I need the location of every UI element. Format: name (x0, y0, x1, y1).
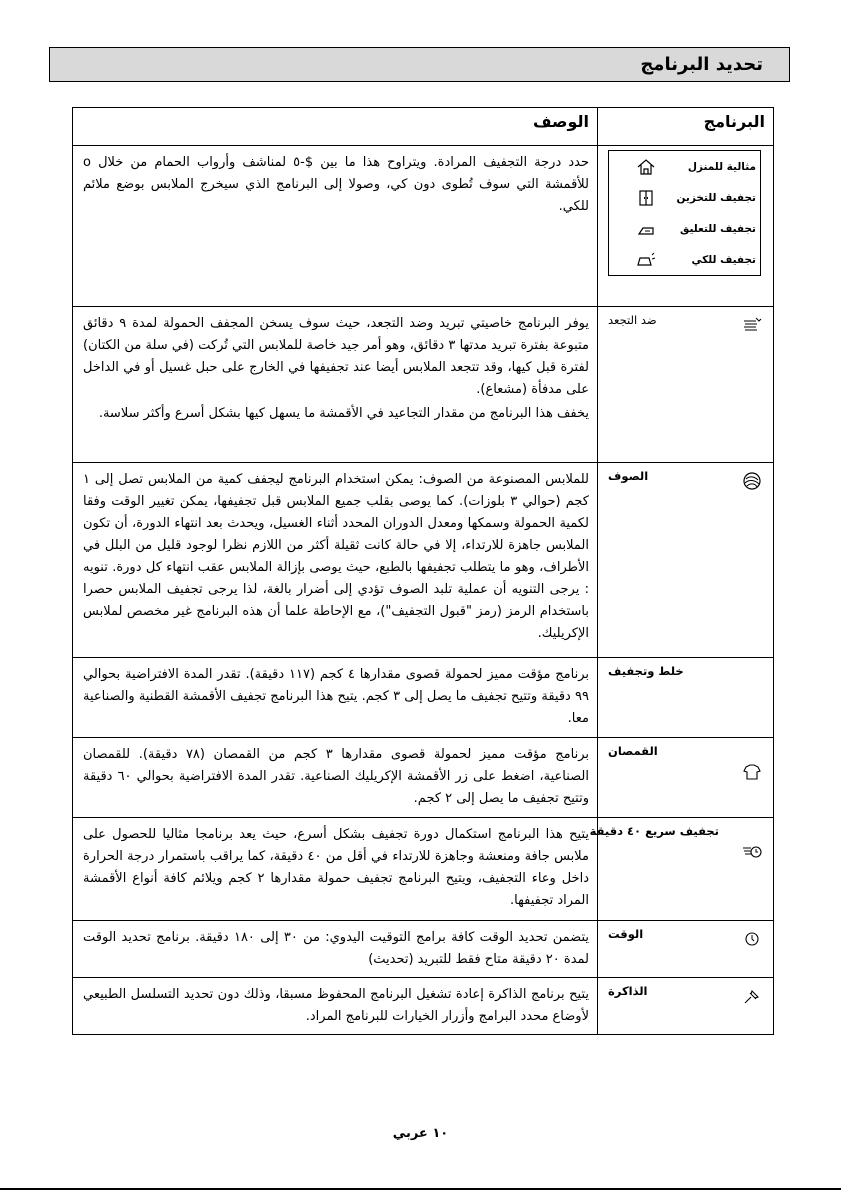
program-table (72, 107, 774, 1035)
program-name: الصوف (608, 469, 649, 483)
description-text: برنامج مؤقت مميز لحمولة قصوى مقدارها ٣ كجم من القمصان (٧٨ دقيقة). للقمصان الصناعية، اضغط على زر الأقمشة الإكريليك الصناعية. تقدر المدة الافتراضية بحوالي ٦٠ دقيقة وتتيح تجفيف ما يصل إلى ٢ كجم. (83, 747, 589, 806)
description-cell (73, 463, 598, 658)
anti-crease-icon (741, 315, 763, 335)
house-icon (635, 157, 657, 177)
description-column-header: الوصف (73, 108, 598, 146)
table-row (73, 463, 774, 658)
table-row (73, 146, 774, 307)
section-title: تحديد البرنامج (640, 54, 763, 75)
description-cell (73, 978, 598, 1035)
iron-icon (635, 250, 657, 270)
program-name: القمصان (608, 744, 658, 758)
description-text: برنامج مؤقت مميز لحمولة قصوى مقدارها ٤ كجم (١١٧ دقيقة). تقدر المدة الافتراضية بحوالي ٩٩ دقيقة وتتيح تجفيف ما يصل إلى ٣ كجم. يتيح هذا البرنامج تجفيف الأقمشة القطنية والصناعية معا. (83, 667, 589, 726)
footer-divider (0, 1188, 841, 1190)
page-number: ١٠ عربي (392, 1126, 449, 1141)
description-cell (73, 658, 598, 738)
pin-icon (741, 986, 763, 1006)
program-option (609, 151, 760, 182)
program-name: الوقت (608, 927, 644, 941)
table-header-row (73, 108, 774, 146)
program-name: خلط وتجفيف (608, 664, 684, 678)
section-header-bar (49, 47, 790, 82)
table-row (73, 658, 774, 738)
program-cell (598, 146, 774, 307)
description-text: يخفف هذا البرنامج من مقدار التجاعيد في الأقمشة ما يسهل كيها بشكل أسرع وأكثر سلاسة. (98, 406, 589, 421)
clock-icon (741, 929, 763, 949)
wool-icon (741, 471, 763, 491)
program-cell (598, 921, 774, 978)
hanger-icon (635, 219, 657, 239)
program-name: تجفيف للتخزين (676, 191, 756, 204)
description-text: يتيح برنامج الذاكرة إعادة تشغيل البرنامج المحفوظ مسبقا، وذلك دون تحديد التسلسل الطبيعي لأوضاع محدد البرامج وأزرار الخيارات للبرنامج المراد. (83, 987, 589, 1024)
program-option (609, 182, 760, 213)
description-text: للملابس المصنوعة من الصوف: يمكن استخدام البرنامج ليجفف كمية من الملابس تصل إلى ١ كجم (حوالي ٣ بلوزات). كما يوصى بقلب جميع الملابس قبل تجفيفها، يمكن تغيير الوقت وفقا لكمية الحمولة وسمكها ومعدل الدوران المحدد أثناء الغسيل، ويحدث بعد انتهاء الدورة، أن تكون الملابس جاهزة للارتداء، إلا في حالة كانت ثقيلة أكثر من اللازم نظرا لوجود قليل من البلل في الأطراف، وهو ما يتطلب تجفيفها بالطبع، حيث يوصى بإزالة الملابس عقب انتهاء كل دورة. تنويه : يرجى التنويه أن عملية تلبد الصوف تؤدي إلى أضرار بالغة، لذا يرجى تجفيف الملابس حصرا باستخدام الرمز (رمز "قبول التجفيف")، مع الإحاطة علما أن هذه البرنامج غير مخصص لملابس الإكريليك. (83, 472, 589, 641)
description-text: يتضمن تحديد الوقت كافة برامج التوقيت اليدوي: من ٣٠ إلى ١٨٠ دقيقة. برنامج تحديد الوقت لمدة ٢٠ دقيقة متاح فقط للتبريد (تحديث) (83, 930, 589, 967)
program-cell (598, 658, 774, 738)
description-cell (73, 146, 598, 307)
program-cell (598, 463, 774, 658)
program-cell (589, 818, 774, 921)
table-row (73, 307, 774, 463)
program-name: مثالية للمنزل (687, 160, 756, 173)
program-name: تجفيف سريع ٤٠ دقيقة (589, 824, 719, 838)
description-cell (73, 307, 598, 463)
dryness-options-box (608, 150, 761, 276)
cupboard-icon (635, 188, 657, 208)
shirt-icon (741, 762, 763, 782)
program-cell (598, 978, 774, 1035)
program-option (609, 244, 760, 275)
description-text: حدد درجة التجفيف المرادة. ويتراوح هذا ما بين $-٥ لمناشف وأرواب الحمام من خلال o للأقمشة التي سوف تُطوى دون كي، وصولا إلى البرنامج الذي سيخرج الملابس بوضع ملائم للكي. (83, 155, 589, 214)
program-option (609, 213, 760, 244)
program-cell (598, 738, 774, 818)
table-row (73, 738, 774, 818)
description-cell (73, 738, 598, 818)
program-name: تجفيف للتعليق (680, 222, 756, 235)
program-name: الذاكرة (608, 984, 648, 998)
description-cell (73, 818, 598, 921)
program-cell (598, 307, 774, 463)
table-row (73, 921, 774, 978)
program-name: تجفيف للكي (691, 253, 756, 266)
table-row (73, 818, 774, 921)
program-column-header: البرنامج (598, 108, 774, 146)
description-text: يوفر البرنامج خاصيتي تبريد وضد التجعد، حيث سوف يسخن المجفف الحمولة لمدة ٩ دقائق متبوعة بفترة تبريد مدتها ٣ دقائق، وهو أمر جيد خاصة للملابس التي تُركت (في سلة من الكتان) لفترة قبل كيها، وقد تتجعد الملابس أيضا عند تجفيفها في الخارج على حبل غسيل أو في الداخل على مدفأة (مشعاع). (83, 316, 589, 397)
table-row (73, 978, 774, 1035)
description-text: يتيح هذا البرنامج استكمال دورة تجفيف بشكل أسرع، حيث يعد برنامجا مثاليا للحصول على ملابس جافة ومنعشة وجاهزة للارتداء في أقل من ٤٠ دقيقة، كما يراقب باستمرار درجة الحرارة داخل وعاء التجفيف، ويتيح البرنامج تجفيف حمولة مقدارها ٢ كجم ويلائم كافة أنواع الأقمشة المراد تجفيفها. (83, 827, 589, 908)
program-name: ضد التجعد (608, 313, 657, 327)
quick-dry-icon (741, 840, 763, 860)
description-cell (73, 921, 598, 978)
